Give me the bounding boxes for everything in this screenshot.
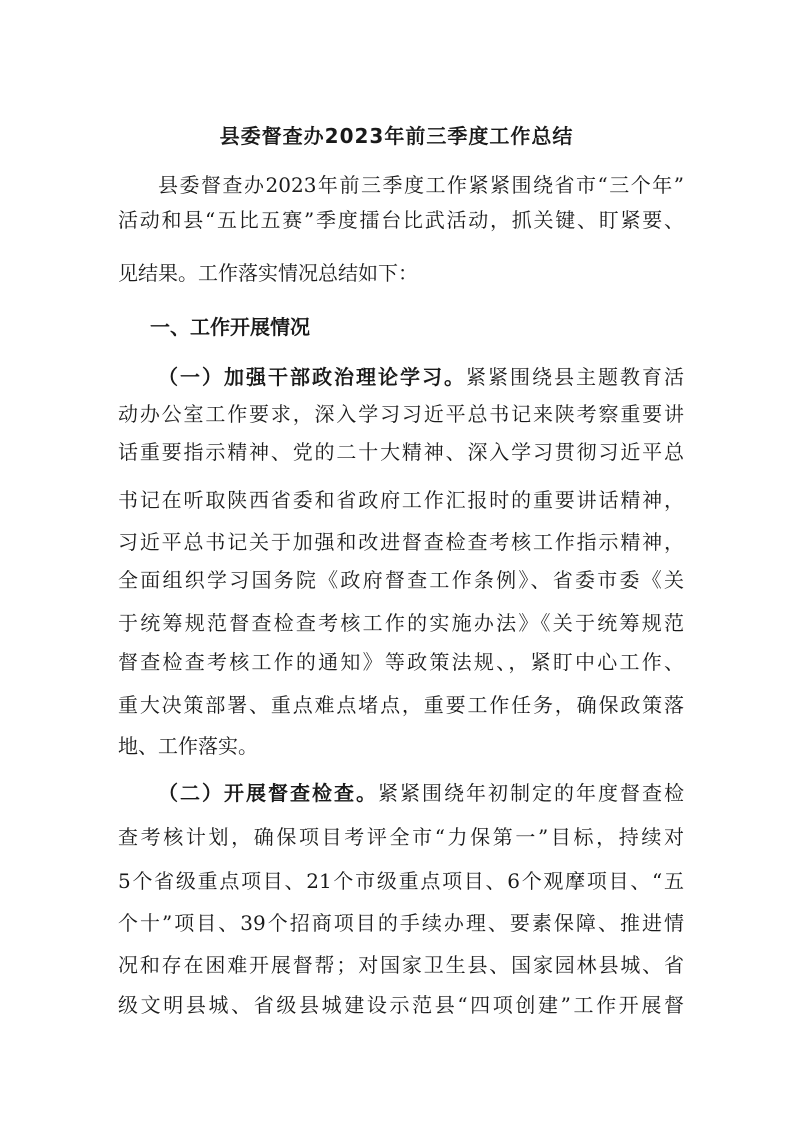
sub1-line-5: 习近平总书记关于加强和改进督查检查考核工作指示精神， [118, 530, 684, 554]
sub1-line-7: 于统筹规范督查检查考核工作的实施办法》《关于统筹规范 [118, 611, 684, 635]
document-title: 县委督查办2023年前三季度工作总结 [219, 124, 574, 148]
intro-line-1: 县委督查办2023年前三季度工作紧紧围绕省市“三个年” [158, 173, 684, 197]
sub1-line-10: 地、工作落实。 [118, 734, 258, 758]
sub1-first-rest: 紧紧围绕县主题教育活 [466, 365, 684, 389]
sub1-line-2: 动办公室工作要求，深入学习习近平总书记来陕考察重要讲 [118, 402, 684, 426]
intro-line-2: 活动和县“五比五赛”季度擂台比武活动，抓关键、盯紧要、 [118, 208, 684, 232]
sub2-line-5: 况和存在困难开展督帮；对国家卫生县、国家园林县城、省 [118, 953, 684, 977]
sub2-lead: （二）开展督查检查。 [158, 781, 378, 805]
sub1-line-1 [158, 362, 684, 392]
sub2-line-4: 个十”项目、39个招商项目的手续办理、要素保障、推进情 [118, 911, 684, 935]
sub1-line-3: 话重要指示精神、党的二十大精神、深入学习贯彻习近平总 [118, 440, 684, 464]
sub1-line-4: 书记在听取陕西省委和省政府工作汇报时的重要讲话精神， [118, 488, 684, 512]
sub2-line-3: 5个省级重点项目、21个市级重点项目、6个观摩项目、“五 [118, 869, 684, 893]
sub1-line-6: 全面组织学习国务院《政府督查工作条例》、省委市委《关 [118, 568, 684, 592]
sub2-line-2: 查考核计划，确保项目考评全市“力保第一”目标，持续对 [118, 825, 684, 849]
intro-line-3: 见结果。工作落实情况总结如下： [118, 261, 418, 285]
sub2-first-rest: 紧紧围绕年初制定的年度督查检 [378, 781, 684, 805]
sub1-line-8: 督查检查考核工作的通知》等政策法规、，紧盯中心工作、 [118, 650, 684, 674]
sub2-line-6: 级文明县城、省级县城建设示范县“四项创建”工作开展督 [118, 993, 684, 1017]
sub1-line-9: 重大决策部署、重点难点堵点，重要工作任务，确保政策落 [118, 693, 684, 717]
section-heading-work-overview: 一、工作开展情况 [150, 315, 310, 339]
sub2-line-1 [158, 778, 684, 808]
sub1-lead: （一）加强干部政治理论学习。 [158, 365, 466, 389]
